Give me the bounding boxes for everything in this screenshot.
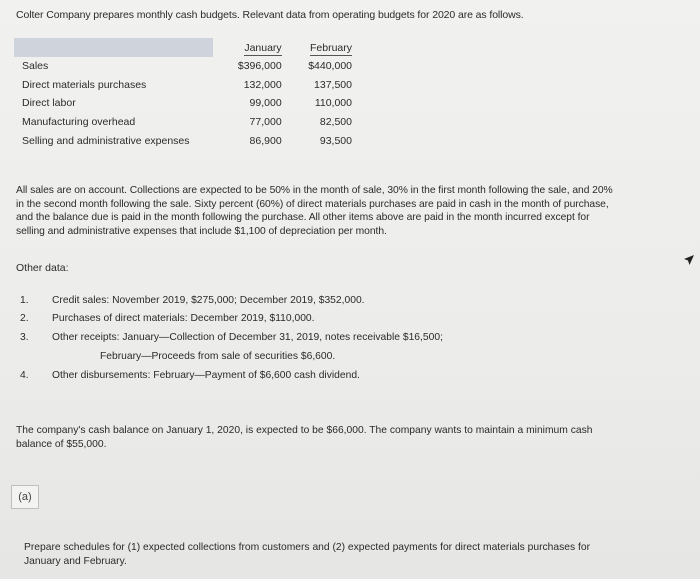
- table-row: [14, 57, 354, 76]
- item-number: 2.: [20, 313, 29, 324]
- item-number: 1.: [20, 295, 29, 306]
- row-label: Direct labor: [22, 97, 76, 110]
- item-text: Credit sales: November 2019, $275,000; December 2019, $352,000.: [52, 295, 365, 306]
- february-value: $440,000: [308, 60, 352, 73]
- instruction-paragraph: [24, 541, 664, 568]
- january-value: 132,000: [243, 78, 282, 91]
- january-value: $396,000: [237, 60, 282, 73]
- operating-budget-table: [14, 38, 354, 150]
- item-text: Purchases of direct materials: December 2019, $110,000.: [52, 313, 315, 324]
- february-value: 110,000: [314, 97, 352, 110]
- row-label: Manufacturing overhead: [22, 116, 136, 129]
- paragraph-line: selling and administrative expenses that include $1,100 of depreciation per month.: [16, 226, 387, 238]
- february-value: 93,500: [319, 134, 352, 147]
- item-number: 4.: [20, 370, 29, 381]
- table-row: [14, 76, 354, 95]
- january-value: 77,000: [249, 116, 282, 129]
- column-header-january: January: [244, 41, 282, 54]
- part-a-label: (a): [11, 485, 39, 509]
- row-label: Sales: [22, 60, 49, 73]
- january-value: 99,000: [249, 97, 282, 110]
- item-text: Other receipts: January—Collection of December 31, 2019, notes receivable $16,500;: [52, 332, 443, 343]
- february-value: 82,500: [319, 116, 352, 129]
- table-row: [14, 113, 354, 132]
- january-value: 86,900: [249, 134, 282, 147]
- paragraph-line: January and February.: [24, 555, 127, 567]
- paragraph-line: All sales are on account. Collections are expected to be 50% in the month of sale, 30% in the first month following the sale, and 20%: [16, 185, 613, 196]
- paragraph-line: in the second month following the sale. Sixty percent (60%) of direct materials purchases are paid in cash in the month of purchase,: [16, 198, 609, 210]
- table-header-row: [14, 38, 354, 57]
- row-label: Direct materials purchases: [22, 78, 147, 91]
- table-header-blank: [14, 38, 213, 57]
- february-value: 137,500: [314, 78, 352, 91]
- table-row: [14, 94, 354, 113]
- paragraph-line: The company's cash balance on January 1, 2020, is expected to be $66,000. The company wants to maintain a minimum cash: [16, 425, 593, 436]
- table-row: [14, 131, 354, 150]
- collection-terms-paragraph: [16, 184, 676, 239]
- paragraph-line: Prepare schedules for (1) expected collections from customers and (2) expected payments for direct materials purchases for: [24, 542, 591, 553]
- mouse-cursor-icon: [683, 254, 695, 266]
- paragraph-line: balance of $55,000.: [16, 438, 107, 450]
- other-data-heading: Other data:: [16, 262, 69, 274]
- item-text: Other disbursements: February—Payment of $6,600 cash dividend.: [52, 370, 360, 381]
- item-number: 3.: [20, 332, 29, 343]
- intro-text: Colter Company prepares monthly cash budgets. Relevant data from operating budgets for 2020 are as follows.: [16, 9, 524, 21]
- cash-balance-paragraph: [16, 424, 666, 451]
- column-header-february: February: [309, 41, 352, 54]
- item-text: February—Proceeds from sale of securities $6,600.: [100, 351, 336, 362]
- row-label: Selling and administrative expenses: [22, 134, 190, 147]
- paragraph-line: and the balance due is paid in the month following the purchase. All other items above are paid in the month incurred except for: [16, 212, 590, 224]
